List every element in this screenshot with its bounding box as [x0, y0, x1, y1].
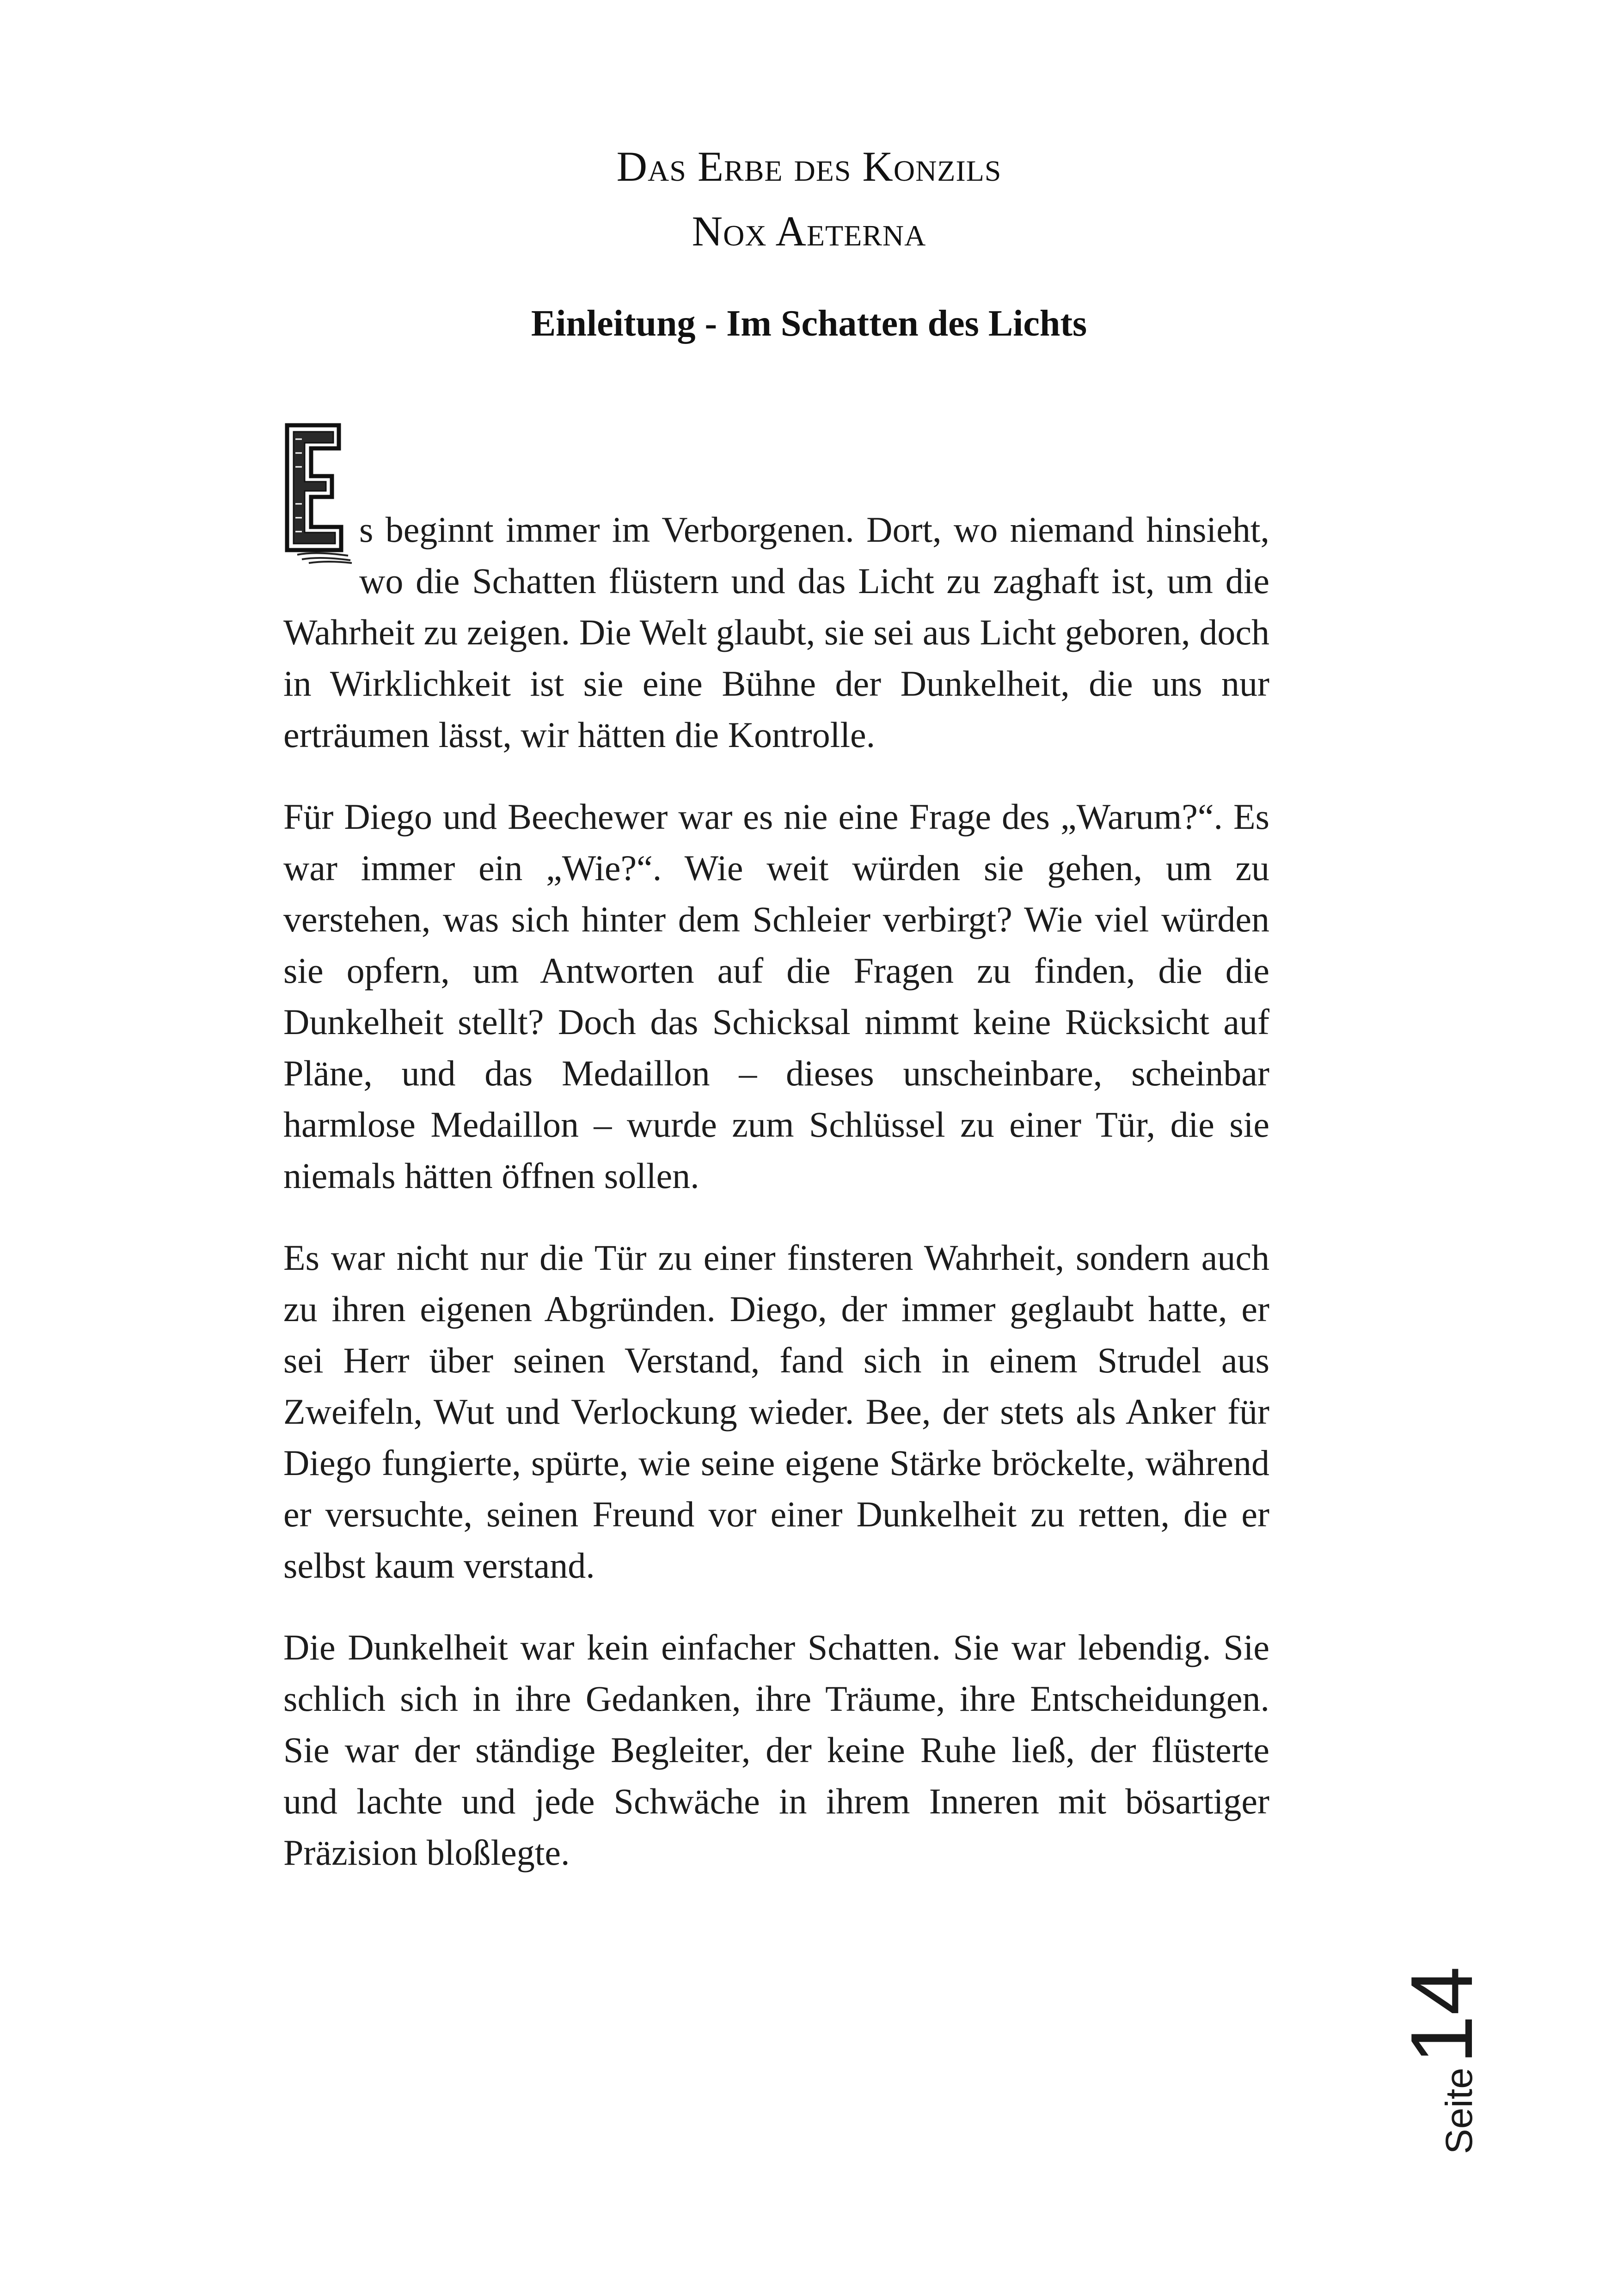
page-number-rotated	[1391, 1858, 1491, 2154]
page-number	[1391, 1858, 1491, 2154]
paragraph-3: Es war nicht nur die Tür zu einer finsteren Wahrheit, sondern auch zu ihren eigenen Abgründen. Diego, der immer geglaubt hatte, er sei Herr über seinen Verstand, fand sich in einem Strudel aus Zweifeln, Wut und Verlockung wieder. Bee, der stets als Anker für Diego fungierte, spürte, wie seine eigene Stärke bröckelte, während er versuchte, seinen Freund vor einer Dunkelheit zu retten, die er selbst kaum verstand.	[283, 1237, 1269, 1586]
chapter-body	[283, 504, 1269, 1909]
book-title	[0, 134, 1618, 263]
paragraph-1	[283, 504, 1269, 760]
drop-cap-e	[283, 421, 353, 564]
page-label: Seite	[1438, 2068, 1480, 2154]
book-title-line-1: Das Erbe des Konzils	[616, 143, 1002, 190]
page-number-value: 14	[1393, 1966, 1491, 2064]
drop-cap-glyph	[283, 421, 353, 564]
paragraph-2: Für Diego und Beechewer war es nie eine Frage des „Warum?“. Es war immer ein „Wie?“. Wie weit würden sie gehen, um zu verstehen, was sich hinter dem Schleier verbirgt? Wie viel würden sie opfern, um Antworten auf die Fragen zu finden, die die Dunkelheit stellt? Doch das Schicksal nimmt keine Rücksicht auf Pläne, und das Medaillon – dieses unscheinbare, scheinbar harmlose Medaillon – wurde zum Schlüssel zu einer Tür, die sie niemals hätten öffnen sollen.	[283, 796, 1269, 1196]
paragraph-1-text: s beginnt immer im Verborgenen. Dort, wo niemand hinsieht, wo die Schatten flüstern und das Licht zu zaghaft ist, um die Wahrheit zu zeigen. Die Welt glaubt, sie sei aus Licht geboren, doch in Wirklichkeit ist sie eine Bühne der Dunkelheit, die uns nur erträumen lässt, wir hätten die Kontrolle.	[283, 509, 1269, 755]
book-title-line-2: Nox Aeterna	[692, 208, 926, 255]
chapter-heading: Einleitung - Im Schatten des Lichts	[531, 303, 1087, 344]
paragraph-4: Die Dunkelheit war kein einfacher Schatten. Sie war lebendig. Sie schlich sich in ihre Gedanken, ihre Träume, ihre Entscheidungen. Sie war der ständige Begleiter, der keine Ruhe ließ, der flüsterte und lachte und jede Schwäche in ihrem Inneren mit bösartiger Präzision bloßlegte.	[283, 1627, 1269, 1873]
